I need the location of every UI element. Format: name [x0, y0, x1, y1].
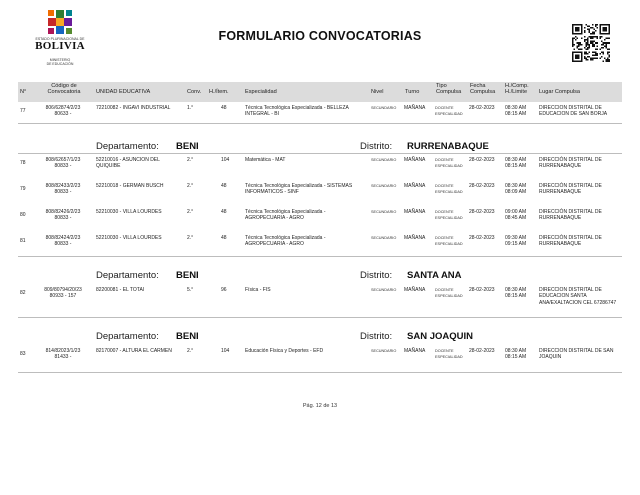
- cell-date: 28-02-2023: [469, 348, 495, 354]
- cell-hours: 48: [221, 235, 227, 241]
- cell-n: 82: [20, 290, 26, 296]
- header-type: Tipo Compulsa: [436, 83, 462, 96]
- department-name: BENI: [176, 331, 199, 342]
- cell-hours: 104: [221, 157, 230, 163]
- cell-type: DOCENTE ESPECIALIDAD: [435, 106, 463, 117]
- cell-times: 08:30 AM 08:15 AM: [505, 348, 527, 361]
- cell-conv: 2.°: [187, 209, 194, 215]
- cell-shift: MAÑANA: [404, 209, 426, 215]
- cell-shift: MAÑANA: [404, 287, 426, 293]
- cell-date: 28-02-2023: [469, 209, 495, 215]
- cell-times: 08:30 AM 08:09 AM: [505, 183, 527, 196]
- cell-unit: 72210082 - INGAVI INDUSTRIAL: [96, 105, 171, 111]
- district-label: Distrito:: [360, 270, 393, 281]
- cell-shift: MAÑANA: [404, 348, 426, 354]
- cell-shift: MAÑANA: [404, 183, 426, 189]
- cell-hours: 96: [221, 287, 227, 293]
- cell-type: DOCENTE ESPECIALIDAD: [435, 210, 463, 221]
- header-conv: Conv.: [187, 89, 202, 95]
- cell-hours: 104: [221, 348, 230, 354]
- cell-unit: 52210030 - VILLA LOURDES: [96, 235, 162, 241]
- cell-code: 808/82426/2/23 80833 -: [45, 209, 81, 222]
- cell-specialty: Técnica Tecnológica Especializada - BELLEZA INTEGRAL - BI: [245, 105, 349, 118]
- cell-level: SECUNDARIO: [371, 349, 397, 353]
- cell-specialty: Técnica Tecnológica Especializada - SISTEMAS INFORMATICOS - SINF: [245, 183, 353, 196]
- district-name: SANTA ANA: [407, 270, 462, 281]
- cell-level: SECUNDARIO: [371, 236, 397, 240]
- department-label: Departamento:: [96, 331, 159, 342]
- header-date: Fecha Compulsa: [470, 83, 496, 96]
- cell-code: 814/82023/1/23 81433 -: [45, 348, 81, 361]
- cell-level: SECUNDARIO: [371, 288, 397, 292]
- cell-conv: 2.°: [187, 157, 194, 163]
- cell-times: 08:30 AM 08:15 AM: [505, 157, 527, 170]
- cell-unit: 52210030 - VILLA LOURDES: [96, 209, 162, 215]
- cell-type: DOCENTE ESPECIALIDAD: [435, 158, 463, 169]
- cell-n: 79: [20, 186, 26, 192]
- cell-place: DIRECCIÓN DISTRITAL DE RURRENABAQUE: [539, 183, 602, 196]
- page-number: Pág. 12 de 13: [302, 403, 338, 409]
- cell-place: DIRECCION DISTRITAL DE EDUCACION SANTA ANA/EXALTACION CEL 67286747: [539, 287, 617, 306]
- cell-code: 809/80794/20/23 80933 - 157: [44, 287, 82, 300]
- cell-code: 808/82433/2/23 80833 -: [45, 183, 81, 196]
- cell-hours: 48: [221, 105, 227, 111]
- cell-type: DOCENTE ESPECIALIDAD: [435, 288, 463, 299]
- department-name: BENI: [176, 141, 199, 152]
- cell-specialty: Física - FIS: [245, 287, 271, 293]
- cell-shift: MAÑANA: [404, 235, 426, 241]
- header-level: Nivel: [371, 89, 384, 95]
- cell-shift: MAÑANA: [404, 157, 426, 163]
- cell-place: DIRECCIÓN DISTRITAL DE RURRENABAQUE: [539, 235, 602, 248]
- row-divider: [18, 256, 622, 257]
- cell-date: 28-02-2023: [469, 235, 495, 241]
- cell-n: 80: [20, 212, 26, 218]
- cell-hours: 48: [221, 209, 227, 215]
- cell-specialty: Educación Física y Deportes - EFD: [245, 348, 324, 354]
- cell-type: DOCENTE ESPECIALIDAD: [435, 236, 463, 247]
- cell-unit: 52210016 - ASUNCION DEL QUIQUIBE: [96, 157, 160, 170]
- header-shift: Turno: [405, 89, 420, 95]
- cell-specialty: Técnica Tecnológica Especializada - AGROPECUARIA - AGRO: [245, 235, 326, 248]
- cell-level: SECUNDARIO: [371, 158, 397, 162]
- cell-code: 808/82424/2/23 80833 -: [45, 235, 81, 248]
- department-label: Departamento:: [96, 270, 159, 281]
- logo-state-text: ESTADO PLURINACIONAL DE: [35, 37, 85, 41]
- cell-unit: 52210018 - GERMAN BUSCH: [96, 183, 164, 189]
- page-title: FORMULARIO CONVOCATORIAS: [218, 29, 422, 43]
- cell-times: 09:30 AM 09:15 AM: [505, 235, 527, 248]
- cell-type: DOCENTE ESPECIALIDAD: [435, 184, 463, 195]
- cell-unit: 82170007 - ALTURA EL CARMEN: [96, 348, 172, 354]
- logo-bolivia-text: BOLIVIA: [35, 40, 85, 52]
- cell-specialty: Matemática - MAT: [245, 157, 286, 163]
- department-label: Departamento:: [96, 141, 159, 152]
- cell-hours: 48: [221, 183, 227, 189]
- district-label: Distrito:: [360, 141, 393, 152]
- cell-times: 09:00 AM 08:45 AM: [505, 209, 527, 222]
- cell-conv: 2.°: [187, 235, 194, 241]
- cell-type: DOCENTE ESPECIALIDAD: [435, 349, 463, 360]
- cell-date: 28-02-2023: [469, 105, 495, 111]
- row-divider: [18, 153, 622, 154]
- district-name: SAN JOAQUIN: [407, 331, 473, 342]
- row-divider: [18, 123, 622, 124]
- header-number: N°: [20, 89, 27, 95]
- cell-n: 83: [20, 351, 26, 357]
- table-header: [18, 82, 622, 102]
- cell-place: DIRECCIÓN DISTRITAL DE RURRENABAQUE: [539, 157, 602, 170]
- cell-specialty: Técnica Tecnológica Especializada - AGROPECUARIA - AGRO: [245, 209, 326, 222]
- logo-ministry-text: MINISTERIO DE EDUCACIÓN: [46, 58, 74, 66]
- district-name: RURRENABAQUE: [407, 141, 489, 152]
- cell-place: DIRECCION DISTRITAL DE EDUCACION DE SAN BORJA: [539, 105, 608, 118]
- header-code: Código de Convocatoria: [47, 83, 81, 96]
- row-divider: [18, 317, 622, 318]
- cell-conv: 5.°: [187, 287, 194, 293]
- cell-n: 78: [20, 160, 26, 166]
- cell-n: 81: [20, 238, 26, 244]
- cell-place: DIRECCION DISTRITAL DE SAN JOAQUIN: [539, 348, 614, 361]
- header-place: Lugar Compulsa: [539, 89, 581, 95]
- cell-date: 28-02-2023: [469, 157, 495, 163]
- cell-unit: 82200081 - EL TOTAI: [96, 287, 145, 293]
- cell-date: 28-02-2023: [469, 183, 495, 189]
- district-label: Distrito:: [360, 331, 393, 342]
- cell-n: 77: [20, 108, 26, 114]
- cell-conv: 1.°: [187, 105, 194, 111]
- header-hours: H./Ítem.: [209, 89, 229, 95]
- cell-level: SECUNDARIO: [371, 210, 397, 214]
- qr-code-icon: [572, 24, 610, 62]
- cell-code: 808/62657/1/23 80833 -: [45, 157, 81, 170]
- cell-level: SECUNDARIO: [371, 184, 397, 188]
- header-specialty: Especialidad: [245, 89, 277, 95]
- cell-date: 28-02-2023: [469, 287, 495, 293]
- cell-times: 08:30 AM 08:15 AM: [505, 105, 527, 118]
- cell-conv: 2.°: [187, 183, 194, 189]
- department-name: BENI: [176, 270, 199, 281]
- cell-times: 08:30 AM 08:15 AM: [505, 287, 527, 300]
- cell-shift: MAÑANA: [404, 105, 426, 111]
- cell-place: DIRECCIÓN DISTRITAL DE RURRENABAQUE: [539, 209, 602, 222]
- cell-code: 806/62874/2/23 80633 -: [45, 105, 81, 118]
- header-times: H./Comp. H./Limite: [505, 83, 529, 96]
- row-divider: [18, 372, 622, 373]
- cell-conv: 2.°: [187, 348, 194, 354]
- header-unit: UNIDAD EDUCATIVA: [96, 89, 151, 95]
- cell-level: SECUNDARIO: [371, 106, 397, 110]
